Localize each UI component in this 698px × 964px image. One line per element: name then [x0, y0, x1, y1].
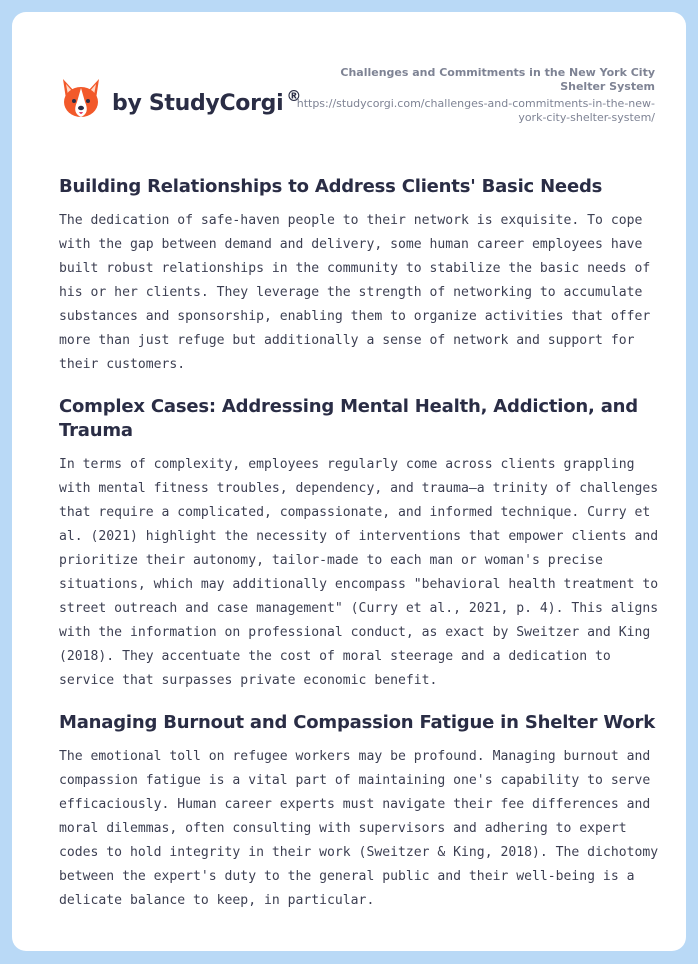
section-paragraph: In terms of complexity, employees regularly come across clients grappling with mental fitness troubles, dependency, and trauma—a trinity of challenges that require a complicated, compassionate, and informed technique. Curry et al. (2021) highlight the necessity of interventions that empower clients and prioritize their autonomy, tailor-made to each man or woman's precise situations, which may additionally encompass "behavioral health treatment to street outreach and case management" (Curry et al., 2021, p. 4). This aligns with the information on professional conduct, as exact by Sweitzer and King (2018). They accentuate the cost of moral steerage and a dedication to service that surpasses private economic benefit.	[59, 457, 659, 688]
section-heading: Managing Burnout and Compassion Fatigue in Shelter Work	[59, 712, 655, 733]
section-paragraph: The emotional toll on refugee workers may be profound. Managing burnout and compassion fatigue is a vital part of maintaining one's capability to serve efficaciously. Human career experts must navigate their fee differences and moral dilemmas, often consulting with supervisors and adhering to expert codes to hold integrity in their work (Sweitzer & King, 2018). The dichotomy between the expert's duty to the general public and their well-being is a delicate balance to keep, in particular.	[59, 749, 659, 908]
document-meta	[295, 66, 655, 125]
studycorgi-logo[interactable]	[60, 75, 301, 123]
section-heading: Building Relationships to Address Clients' Basic Needs	[59, 176, 603, 197]
document-url[interactable]: https://studycorgi.com/challenges-and-commitments-in-the-new-york-city-shelter-system/	[296, 97, 655, 124]
document-card	[12, 12, 686, 951]
article-body	[59, 175, 659, 931]
section-paragraph: The dedication of safe-haven people to their network is exquisite. To cope with the gap between demand and delivery, some human career employees have built robust relationships in the community to stabilize the basic needs of his or her clients. They leverage the strength of networking to accumulate substances and sponsorship, enabling them to organize activities that offer more than just refuge but additionally a sense of network and support for their customers.	[59, 213, 651, 372]
brand-name: by StudyCorgi ®	[112, 86, 302, 116]
section-heading: Complex Cases: Addressing Mental Health, Addiction, and Trauma	[59, 396, 638, 441]
document-title: Challenges and Commitments in the New York City Shelter System	[340, 66, 655, 93]
corgi-icon	[60, 75, 102, 123]
